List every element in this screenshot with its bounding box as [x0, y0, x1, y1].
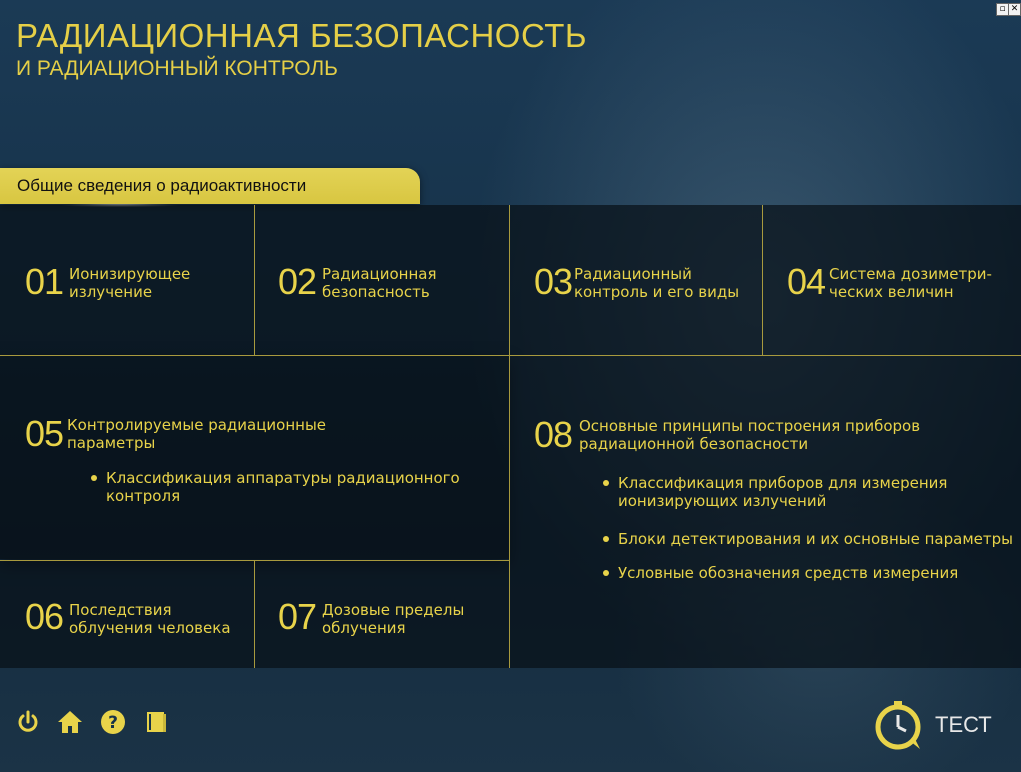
section-tab[interactable] [0, 168, 420, 204]
topic-label: Радиационный контроль и его виды [574, 265, 740, 301]
topic-number: 01 [25, 261, 64, 302]
topic-number: 06 [25, 596, 64, 637]
divider [762, 205, 763, 355]
topic-label: Основные принципы построения приборов радиационной безопасности [579, 417, 921, 453]
divider [0, 355, 1021, 356]
topic-number: 08 [534, 414, 573, 455]
topic-cell-04[interactable] [763, 205, 1021, 355]
divider [254, 561, 255, 668]
subitem[interactable]: Классификация приборов для измерения ионизирующих излучений [618, 474, 978, 510]
divider [254, 205, 255, 355]
topic-cell-01[interactable] [0, 205, 254, 355]
test-button[interactable] [870, 697, 1000, 753]
divider [0, 560, 509, 561]
topic-cell-07[interactable] [255, 561, 509, 668]
divider [509, 205, 510, 668]
topic-cell-03[interactable] [510, 205, 762, 355]
stopwatch-icon [870, 697, 926, 753]
topic-number: 05 [25, 413, 64, 454]
home-icon[interactable] [56, 709, 84, 735]
topic-label: Система дозиметри- ческих величин [829, 265, 992, 301]
test-label: ТЕСТ [935, 712, 992, 737]
topic-label: Дозовые пределы облучения [322, 601, 465, 637]
topic-label: Радиационная безопасность [322, 265, 437, 301]
subitem[interactable]: Блоки детектирования и их основные параметры [618, 530, 1018, 548]
svg-text:?: ? [108, 713, 118, 733]
topic-label: Последствия облучения человека [69, 601, 231, 637]
topic-number: 04 [787, 261, 826, 302]
topic-cell-02[interactable] [255, 205, 509, 355]
app-title [16, 18, 587, 82]
close-button[interactable]: ✕ [1008, 3, 1021, 16]
title-line-2: И РАДИАЦИОННЫЙ КОНТРОЛЬ [16, 57, 338, 80]
topic-number: 03 [534, 261, 573, 302]
help-icon[interactable] [100, 709, 126, 735]
book-icon[interactable] [143, 709, 169, 735]
power-icon[interactable] [15, 709, 41, 735]
topic-label: Контролируемые радиационные параметры [67, 416, 327, 452]
topics-grid [0, 205, 1021, 668]
restore-button[interactable]: ▫ [996, 3, 1009, 16]
topic-cell-06[interactable] [0, 561, 254, 668]
subitem[interactable]: Условные обозначения средств измерения [618, 564, 1018, 582]
section-tab-label: Общие сведения о радиоактивности [17, 176, 307, 195]
topic-number: 02 [278, 261, 317, 302]
subitem[interactable]: Классификация аппаратуры радиационного контроля [106, 469, 466, 505]
topic-number: 07 [278, 596, 317, 637]
topic-cell-05[interactable] [0, 356, 509, 559]
topic-label: Ионизирующее излучение [69, 265, 191, 301]
title-line-1: РАДИАЦИОННАЯ БЕЗОПАСНОСТЬ [16, 17, 588, 54]
topic-cell-08[interactable] [510, 356, 1021, 668]
